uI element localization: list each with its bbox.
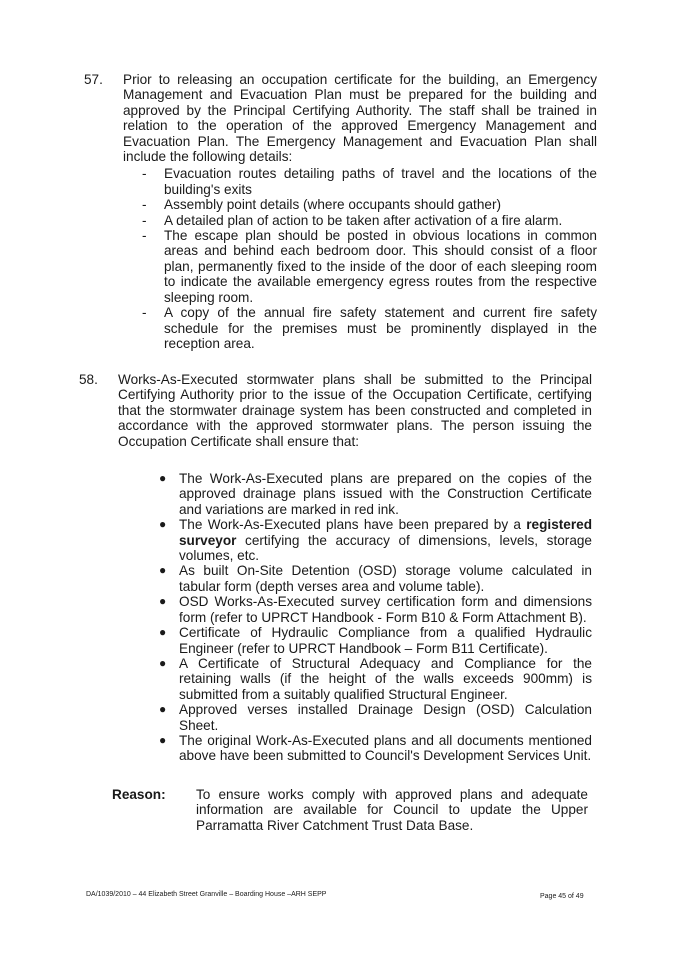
page-number: Page 45 of 49 [540,893,584,900]
reason-text: To ensure works comply with approved plans and adequate information are available for Council to update the Upper Parramatta River Catchment Trust Data Base. [196,787,588,833]
condition-57-intro: Prior to releasing an occupation certificate for the building, an Emergency Management and Evacuation Plan must be prepared for the building and approved by the Principal Certifying Authority. The staff shall be trained in relation to the operation of the approved Emergency Management and Evacuation Plan. The Emergency Management and Evacuation Plan shall include the following details: [123,72,597,165]
condition-58-intro: Works-As-Executed stormwater plans shall be submitted to the Principal Certifying Authority prior to the issue of the Occupation Certificate, certifying that the stormwater drainage system has been constructed and completed in accordance with the approved stormwater plans. The person issuing the Occupation Certificate shall ensure that: [118,372,592,449]
list-item: - Evacuation routes detailing paths of travel and the locations of the building's exits [142,166,597,197]
list-item: ● OSD Works-As-Executed survey certification form and dimensions form (refer to UPRCT Handbook - Form B10 & Form Attachment B). [159,594,592,625]
list-item: ● As built On-Site Detention (OSD) storage volume calculated in tabular form (depth verses area and volume table). [159,563,592,594]
condition-57-list [142,166,597,351]
list-item: ● A Certificate of Structural Adequacy and Compliance for the retaining walls (if the height of the walls exceeds 900mm) is submitted from a suitably qualified Structural Engineer. [159,655,592,702]
list-item: ● The original Work-As-Executed plans and all documents mentioned above have been submitted to Council's Development Services Unit. [159,732,592,764]
condition-57 [123,72,597,351]
list-item: ● Certificate of Hydraulic Compliance from a qualified Hydraulic Engineer (refer to UPRCT Handbook – Form B11 Certificate). [159,625,592,656]
reason-label: Reason: [112,787,166,802]
list-item: - A copy of the annual fire safety statement and current fire safety schedule for the premises must be prominently displayed in the reception area. [142,305,597,351]
registered-surveyor-emphasis: registered surveyor [179,517,592,548]
condition-number-58: 58. [79,372,98,387]
list-item: ● The Work-As-Executed plans are prepared on the copies of the approved drainage plans issued with the Construction Certificate and variations are marked in red ink. [159,471,592,517]
condition-58-list [159,471,592,764]
condition-58 [118,372,592,764]
condition-number-57: 57. [84,72,103,87]
list-item: - Assembly point details (where occupants should gather) [142,197,502,213]
list-item: ● The Work-As-Executed plans have been prepared by a registered surveyor certifying the accuracy of dimensions, levels, storage volumes, etc. [159,517,592,564]
list-item: - A detailed plan of action to be taken after activation of a fire alarm. [142,212,563,228]
list-item: ● Approved verses installed Drainage Design (OSD) Calculation Sheet. [159,702,592,733]
list-item: - The escape plan should be posted in obvious locations in common areas and behind each bedroom door. This should consist of a floor plan, permanently fixed to the inside of the door of each sleeping room to indicate the available emergency egress routes from the respective sleeping room. [142,228,597,305]
footer-reference: DA/1039/2010 – 44 Elizabeth Street Granville – Boarding House –ARH SEPP [86,891,327,898]
